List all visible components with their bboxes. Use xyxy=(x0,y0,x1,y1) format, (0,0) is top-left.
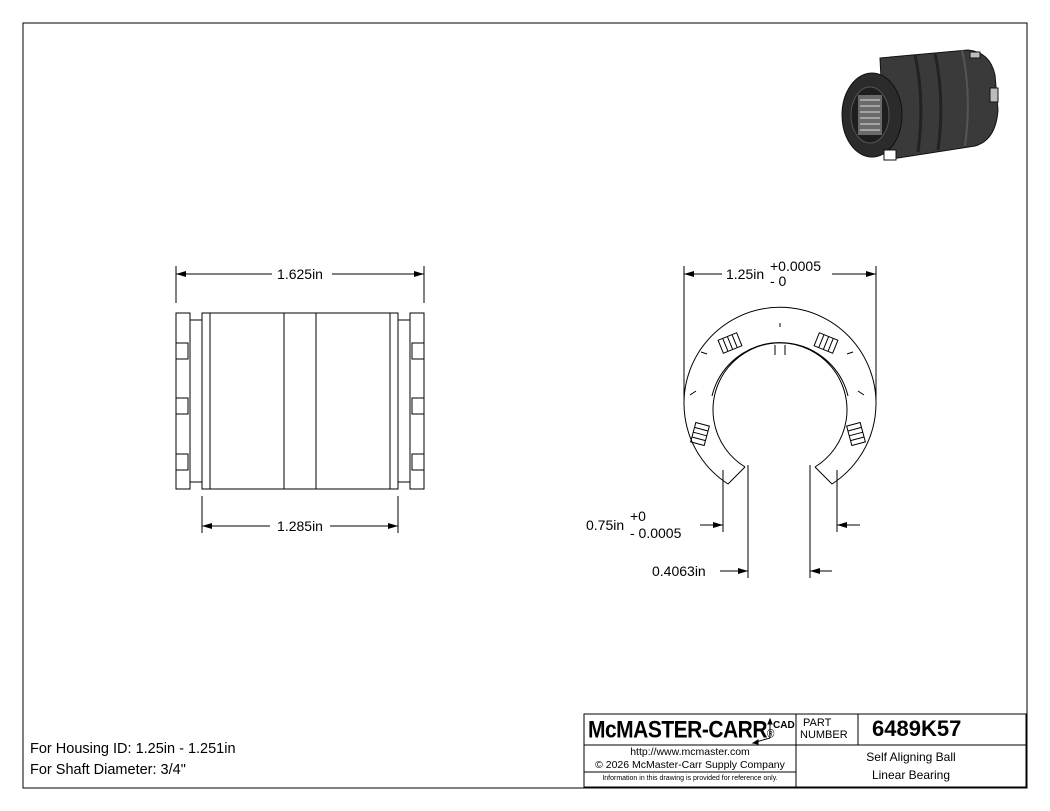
part-number-label-1: PART xyxy=(803,717,832,729)
dimension-outer-diameter xyxy=(684,258,876,289)
outer-diameter-tol-plus: +0.0005 xyxy=(770,258,821,274)
dimension-body-length xyxy=(202,518,398,534)
gap-width-label: 0.4063in xyxy=(652,563,706,579)
brand-logo xyxy=(588,717,774,745)
copyright-text: © 2026 McMaster-Carr Supply Company xyxy=(595,759,785,771)
end-view xyxy=(684,266,876,578)
outer-diameter-tol-minus: - 0 xyxy=(770,273,787,289)
brand-name: McMASTER-CARR xyxy=(588,717,767,744)
shaft-diameter-note: For Shaft Diameter: 3/4" xyxy=(30,762,186,778)
outer-diameter-label: 1.25in xyxy=(726,266,765,282)
body-length-label: 1.285in xyxy=(277,518,323,534)
inner-diameter-tol-minus: - 0.0005 xyxy=(630,525,682,541)
disclaimer-text: Information in this drawing is provided for reference only. xyxy=(602,775,778,782)
cad-label: CAD xyxy=(773,720,795,731)
inner-diameter-tol-plus: +0 xyxy=(630,508,646,524)
housing-id-note: For Housing ID: 1.25in - 1.251in xyxy=(30,741,236,757)
overall-length-label: 1.625in xyxy=(277,266,323,282)
website-url: http://www.mcmaster.com xyxy=(630,746,750,758)
side-view xyxy=(176,266,424,533)
part-number-label-2: NUMBER xyxy=(800,729,848,741)
dimension-gap-width xyxy=(652,563,832,579)
registered-mark: ® xyxy=(767,728,774,742)
dimension-overall-length xyxy=(176,266,424,282)
description-line-1: Self Aligning Ball xyxy=(866,750,956,764)
description-line-2: Linear Bearing xyxy=(871,768,951,782)
bearing-render-image xyxy=(842,50,998,160)
inner-diameter-label: 0.75in xyxy=(586,517,625,533)
part-number: 6489K57 xyxy=(872,716,962,741)
